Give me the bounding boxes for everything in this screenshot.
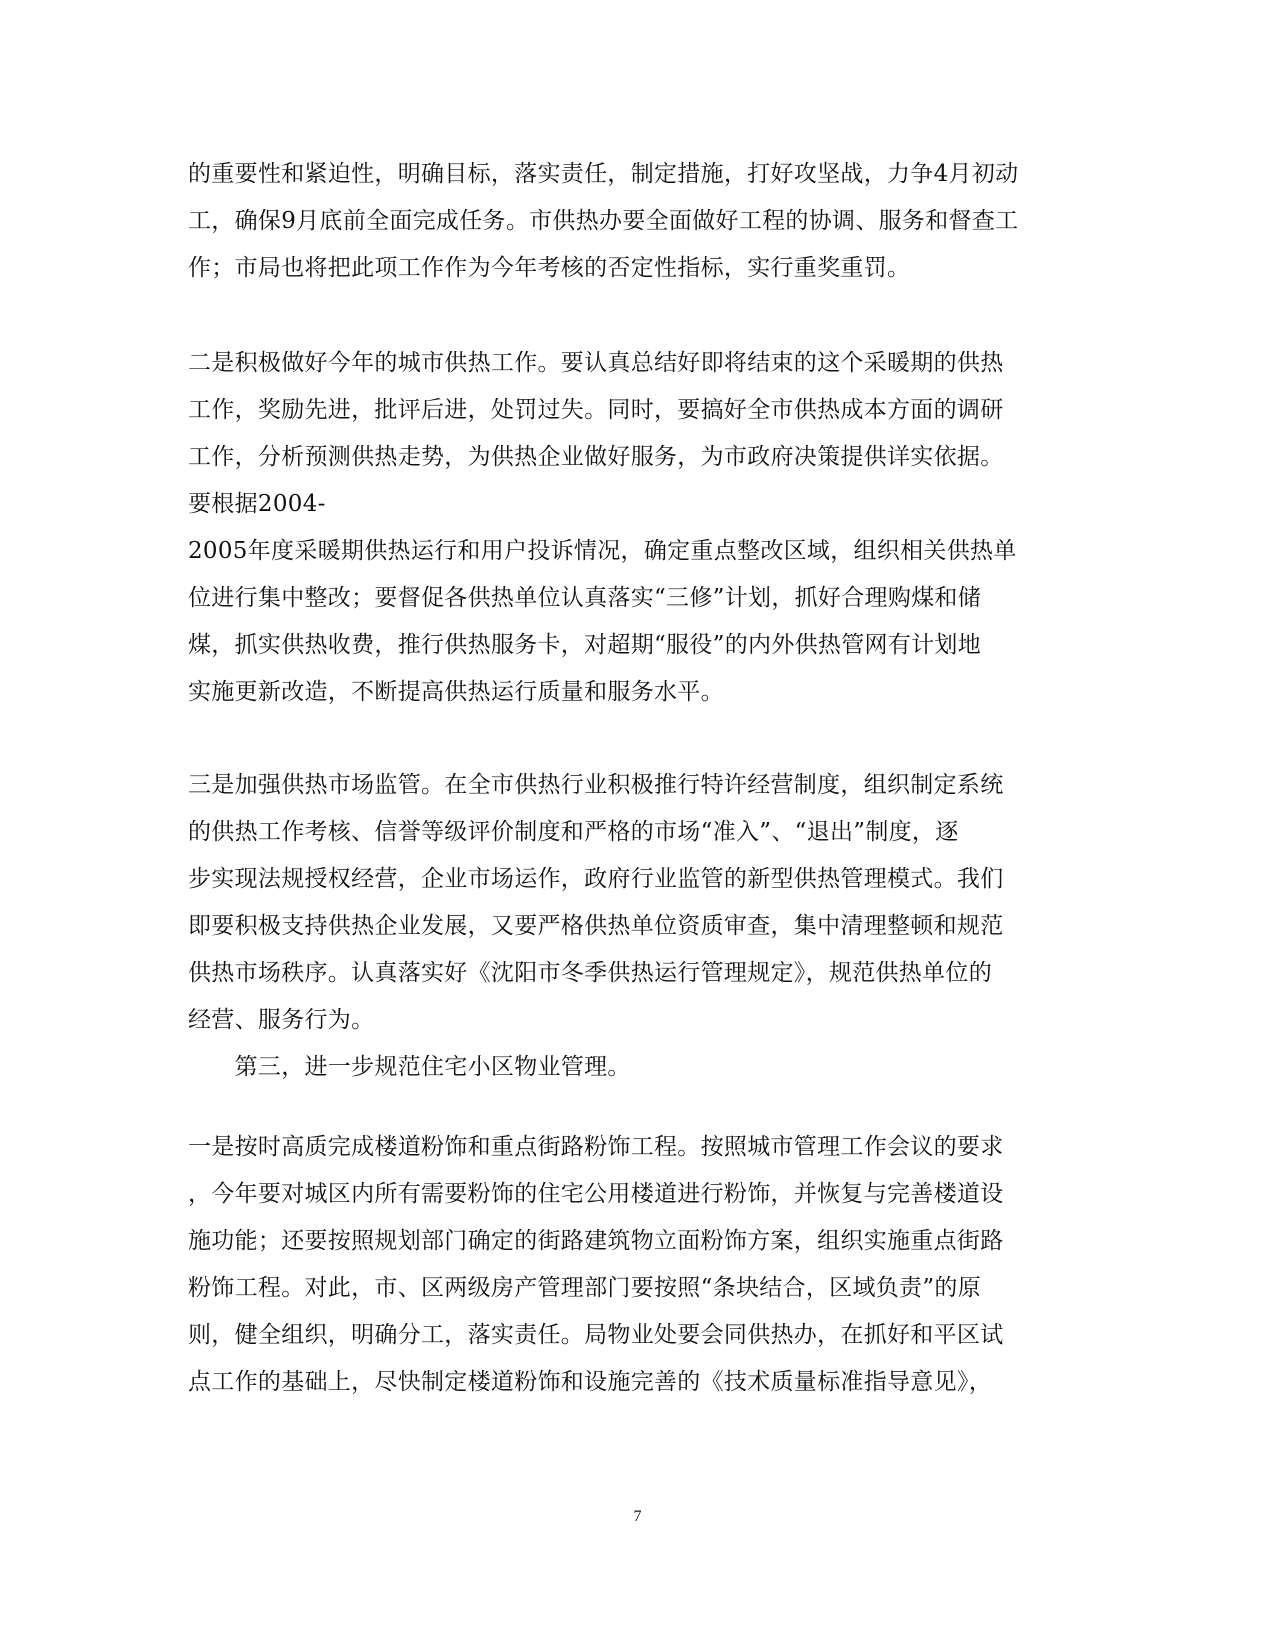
text-line: 则，健全组织，明确分工，落实责任。局物业处要会同供热办，在抓好和平区试 [188,1322,1004,1348]
text-line: 2005年度采暖期供热运行和用户投诉情况，确定重点整改区域，组织相关供热单 [188,538,1017,564]
text-line: 要根据2004- [188,491,326,517]
text-line: 点工作的基础上，尽快制定楼道粉饰和设施完善的《技术质量标准指导意见》， [188,1369,992,1395]
text-line: 即要积极支持供热企业发展，又要严格供热单位资质审查，集中清理整顿和规范 [188,913,1004,939]
text-line: 三是加强供热市场监管。在全市供热行业积极推行特许经营制度，组织制定系统 [188,772,1004,798]
text-line: 作；市局也将把此项工作作为今年考核的否定性指标，实行重奖重罚。 [188,255,911,281]
text-line: 步实现法规授权经营，企业市场运作，政府行业监管的新型供热管理模式。我们 [188,866,1004,892]
text-line: 的重要性和紧迫性，明确目标，落实责任，制定措施，打好攻坚战，力争4月初动 [188,161,1019,187]
text-line: 供热市场秩序。认真落实好《沈阳市冬季供热运行管理规定》，规范供热单位的 [188,960,992,986]
page-number: 7 [633,1508,642,1525]
text-line: ，今年要对城区内所有需要粉饰的住宅公用楼道进行粉饰，并恢复与完善楼道设 [188,1181,1004,1207]
text-line: 经营、服务行为。 [188,1007,375,1033]
text-line: 工作，奖励先进，批评后进，处罚过失。同时，要搞好全市供热成本方面的调研 [188,397,1004,423]
text-line: 的供热工作考核、信誉等级评价制度和严格的市场“准入”、“退出”制度，逐 [188,819,959,845]
section-heading: 第三，进一步规范住宅小区物业管理。 [188,1054,631,1080]
text-line: 实施更新改造，不断提高供热运行质量和服务水平。 [188,679,724,705]
text-line: 二是积极做好今年的城市供热工作。要认真总结好即将结束的这个采暖期的供热 [188,350,1004,376]
text-line: 工作，分析预测供热走势，为供热企业做好服务，为市政府决策提供详实依据。 [188,444,1004,470]
text-line: 位进行集中整改；要督促各供热单位认真落实“三修”计划，抓好合理购煤和储 [188,585,982,611]
text-line: 一是按时高质完成楼道粉饰和重点街路粉饰工程。按照城市管理工作会议的要求 [188,1134,1004,1160]
text-line: 粉饰工程。对此，市、区两级房产管理部门要按照“条块结合，区域负责”的原 [188,1275,982,1301]
text-line: 工，确保9月底前全面完成任务。市供热办要全面做好工程的协调、服务和督查工 [188,208,1019,234]
text-line: 煤，抓实供热收费，推行供热服务卡，对超期“服役”的内外供热管网有计划地 [188,632,982,658]
text-line: 施功能；还要按照规划部门确定的街路建筑物立面粉饰方案，组织实施重点街路 [188,1228,1004,1254]
